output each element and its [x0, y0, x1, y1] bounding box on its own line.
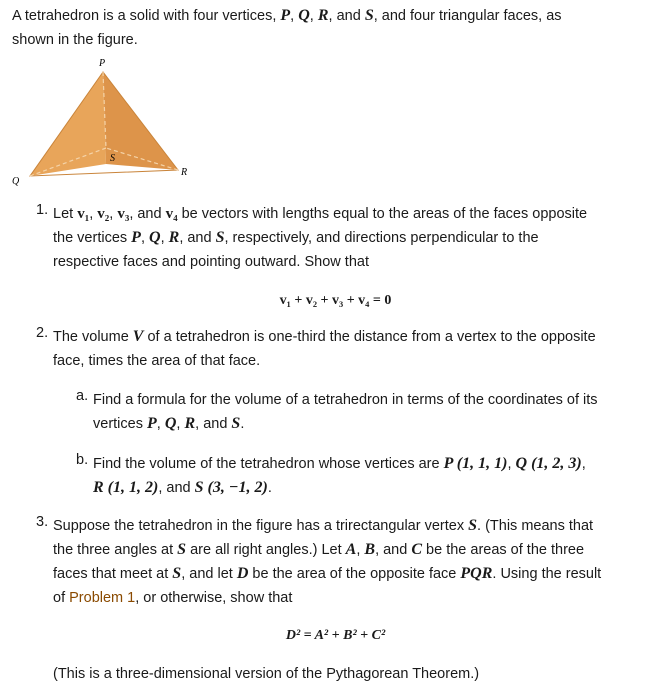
- text: . Using the result: [492, 566, 602, 582]
- vertex-r-coords: R (1, 1, 2): [93, 479, 159, 496]
- tetrahedron-figure: [8, 54, 208, 194]
- vector-v3: v₃: [117, 206, 130, 222]
- sep: ,: [140, 230, 150, 246]
- text: . (This means that: [477, 518, 594, 534]
- area-a: A: [345, 541, 357, 558]
- text: vertices: [93, 416, 147, 432]
- text: be the areas of the three: [422, 542, 585, 558]
- area-d: D: [236, 565, 249, 582]
- problem-number: 3.: [36, 514, 49, 530]
- text: faces that meet at: [53, 566, 173, 582]
- intro-text: , and four triangular faces, as: [373, 8, 562, 24]
- face-pqr: PQR: [460, 565, 493, 582]
- text: , or otherwise, show that: [135, 590, 293, 606]
- formula-pythagorean: D² = A² + B² + C²: [285, 628, 386, 643]
- vertex-r: R: [317, 7, 329, 24]
- text: be the area of the opposite face: [248, 566, 461, 582]
- sep: .: [240, 416, 245, 432]
- vertex-q: Q: [164, 415, 177, 432]
- sep: , and: [375, 542, 412, 558]
- vertex-p: P: [280, 7, 291, 24]
- vertex-p-coords: P (1, 1, 1): [443, 455, 508, 472]
- sub-label: b.: [76, 452, 89, 468]
- vertex-s: S: [364, 7, 374, 24]
- sep: ,: [290, 8, 299, 24]
- problem-text: [93, 388, 633, 436]
- label-p: P: [99, 58, 106, 69]
- vertex-s: S: [468, 517, 478, 534]
- text: , and let: [181, 566, 237, 582]
- sep: ,: [507, 456, 516, 472]
- sep: ,: [89, 206, 98, 222]
- note-text: (This is a three-dimensional version of the Pythagorean Theorem.): [53, 666, 480, 682]
- intro-text: A tetrahedron is a solid with four vertices,: [12, 8, 281, 24]
- vertex-p: P: [131, 229, 141, 246]
- label-s: S: [110, 153, 115, 164]
- sep: ,: [109, 206, 118, 222]
- text: Find the volume of the tetrahedron whose vertices are: [93, 456, 444, 472]
- area-c: C: [411, 541, 423, 558]
- sep: , and: [195, 416, 232, 432]
- sep: ,: [156, 416, 165, 432]
- label-r: R: [181, 167, 188, 178]
- text: of: [53, 590, 70, 606]
- vector-v2: v₂: [97, 206, 110, 222]
- vertex-s: S: [215, 229, 225, 246]
- sep: ,: [176, 416, 185, 432]
- sep: , and: [129, 206, 166, 222]
- intro-line2: shown in the figure.: [12, 32, 138, 48]
- vertex-q: Q: [298, 7, 310, 24]
- vertex-p: P: [147, 415, 157, 432]
- vertex-s: S: [177, 541, 187, 558]
- vertex-s: S: [231, 415, 241, 432]
- vertex-s-coords: S (3, −1, 2): [194, 479, 268, 496]
- text: are all right angles.) Let: [186, 542, 346, 558]
- problem-text: [53, 325, 643, 373]
- sub-label: a.: [76, 388, 89, 404]
- sep: , and: [158, 480, 195, 496]
- problem-text: [53, 202, 643, 274]
- sep: , and: [179, 230, 216, 246]
- text: the vertices: [53, 230, 132, 246]
- vertex-r: R: [168, 229, 180, 246]
- vector-v1: v₁: [77, 206, 90, 222]
- vector-v4: v₄: [165, 206, 178, 222]
- problem-1-link[interactable]: Problem 1: [69, 590, 136, 606]
- problem-number: 2.: [36, 325, 49, 341]
- text: face, times the area of that face.: [53, 353, 261, 369]
- text: Find a formula for the volume of a tetrahedron in terms of the coordinates of its: [93, 392, 598, 408]
- sep: , and: [328, 8, 365, 24]
- text: respective faces and pointing outward. Show that: [53, 254, 369, 270]
- vertex-q: Q: [149, 229, 161, 246]
- problem-number: 1.: [36, 202, 49, 218]
- text: of a tetrahedron is one-third the distance from a vertex to the opposite: [143, 329, 596, 345]
- text: , respectively, and directions perpendicular to the: [224, 230, 539, 246]
- text: the three angles at: [53, 542, 178, 558]
- sep: ,: [309, 8, 318, 24]
- vertex-s: S: [172, 565, 182, 582]
- label-q: Q: [12, 176, 20, 187]
- sep: ,: [160, 230, 169, 246]
- text: be vectors with lengths equal to the areas of the faces opposite: [177, 206, 588, 222]
- vertex-r: R: [184, 415, 196, 432]
- sep: ,: [581, 456, 586, 472]
- volume-v: V: [132, 328, 144, 345]
- sep: ,: [356, 542, 365, 558]
- problem-text: [53, 514, 643, 610]
- intro-paragraph: [12, 4, 652, 52]
- formula-vector-sum: v₁ + v₂ + v₃ + v₄ = 0: [279, 293, 392, 308]
- vertex-q-coords: Q (1, 2, 3): [515, 455, 582, 472]
- text: Let: [53, 206, 78, 222]
- text: The volume: [53, 329, 133, 345]
- area-b: B: [364, 541, 376, 558]
- sep: .: [267, 480, 272, 496]
- problem-text: [93, 452, 633, 500]
- text: Suppose the tetrahedron in the figure has a trirectangular vertex: [53, 518, 469, 534]
